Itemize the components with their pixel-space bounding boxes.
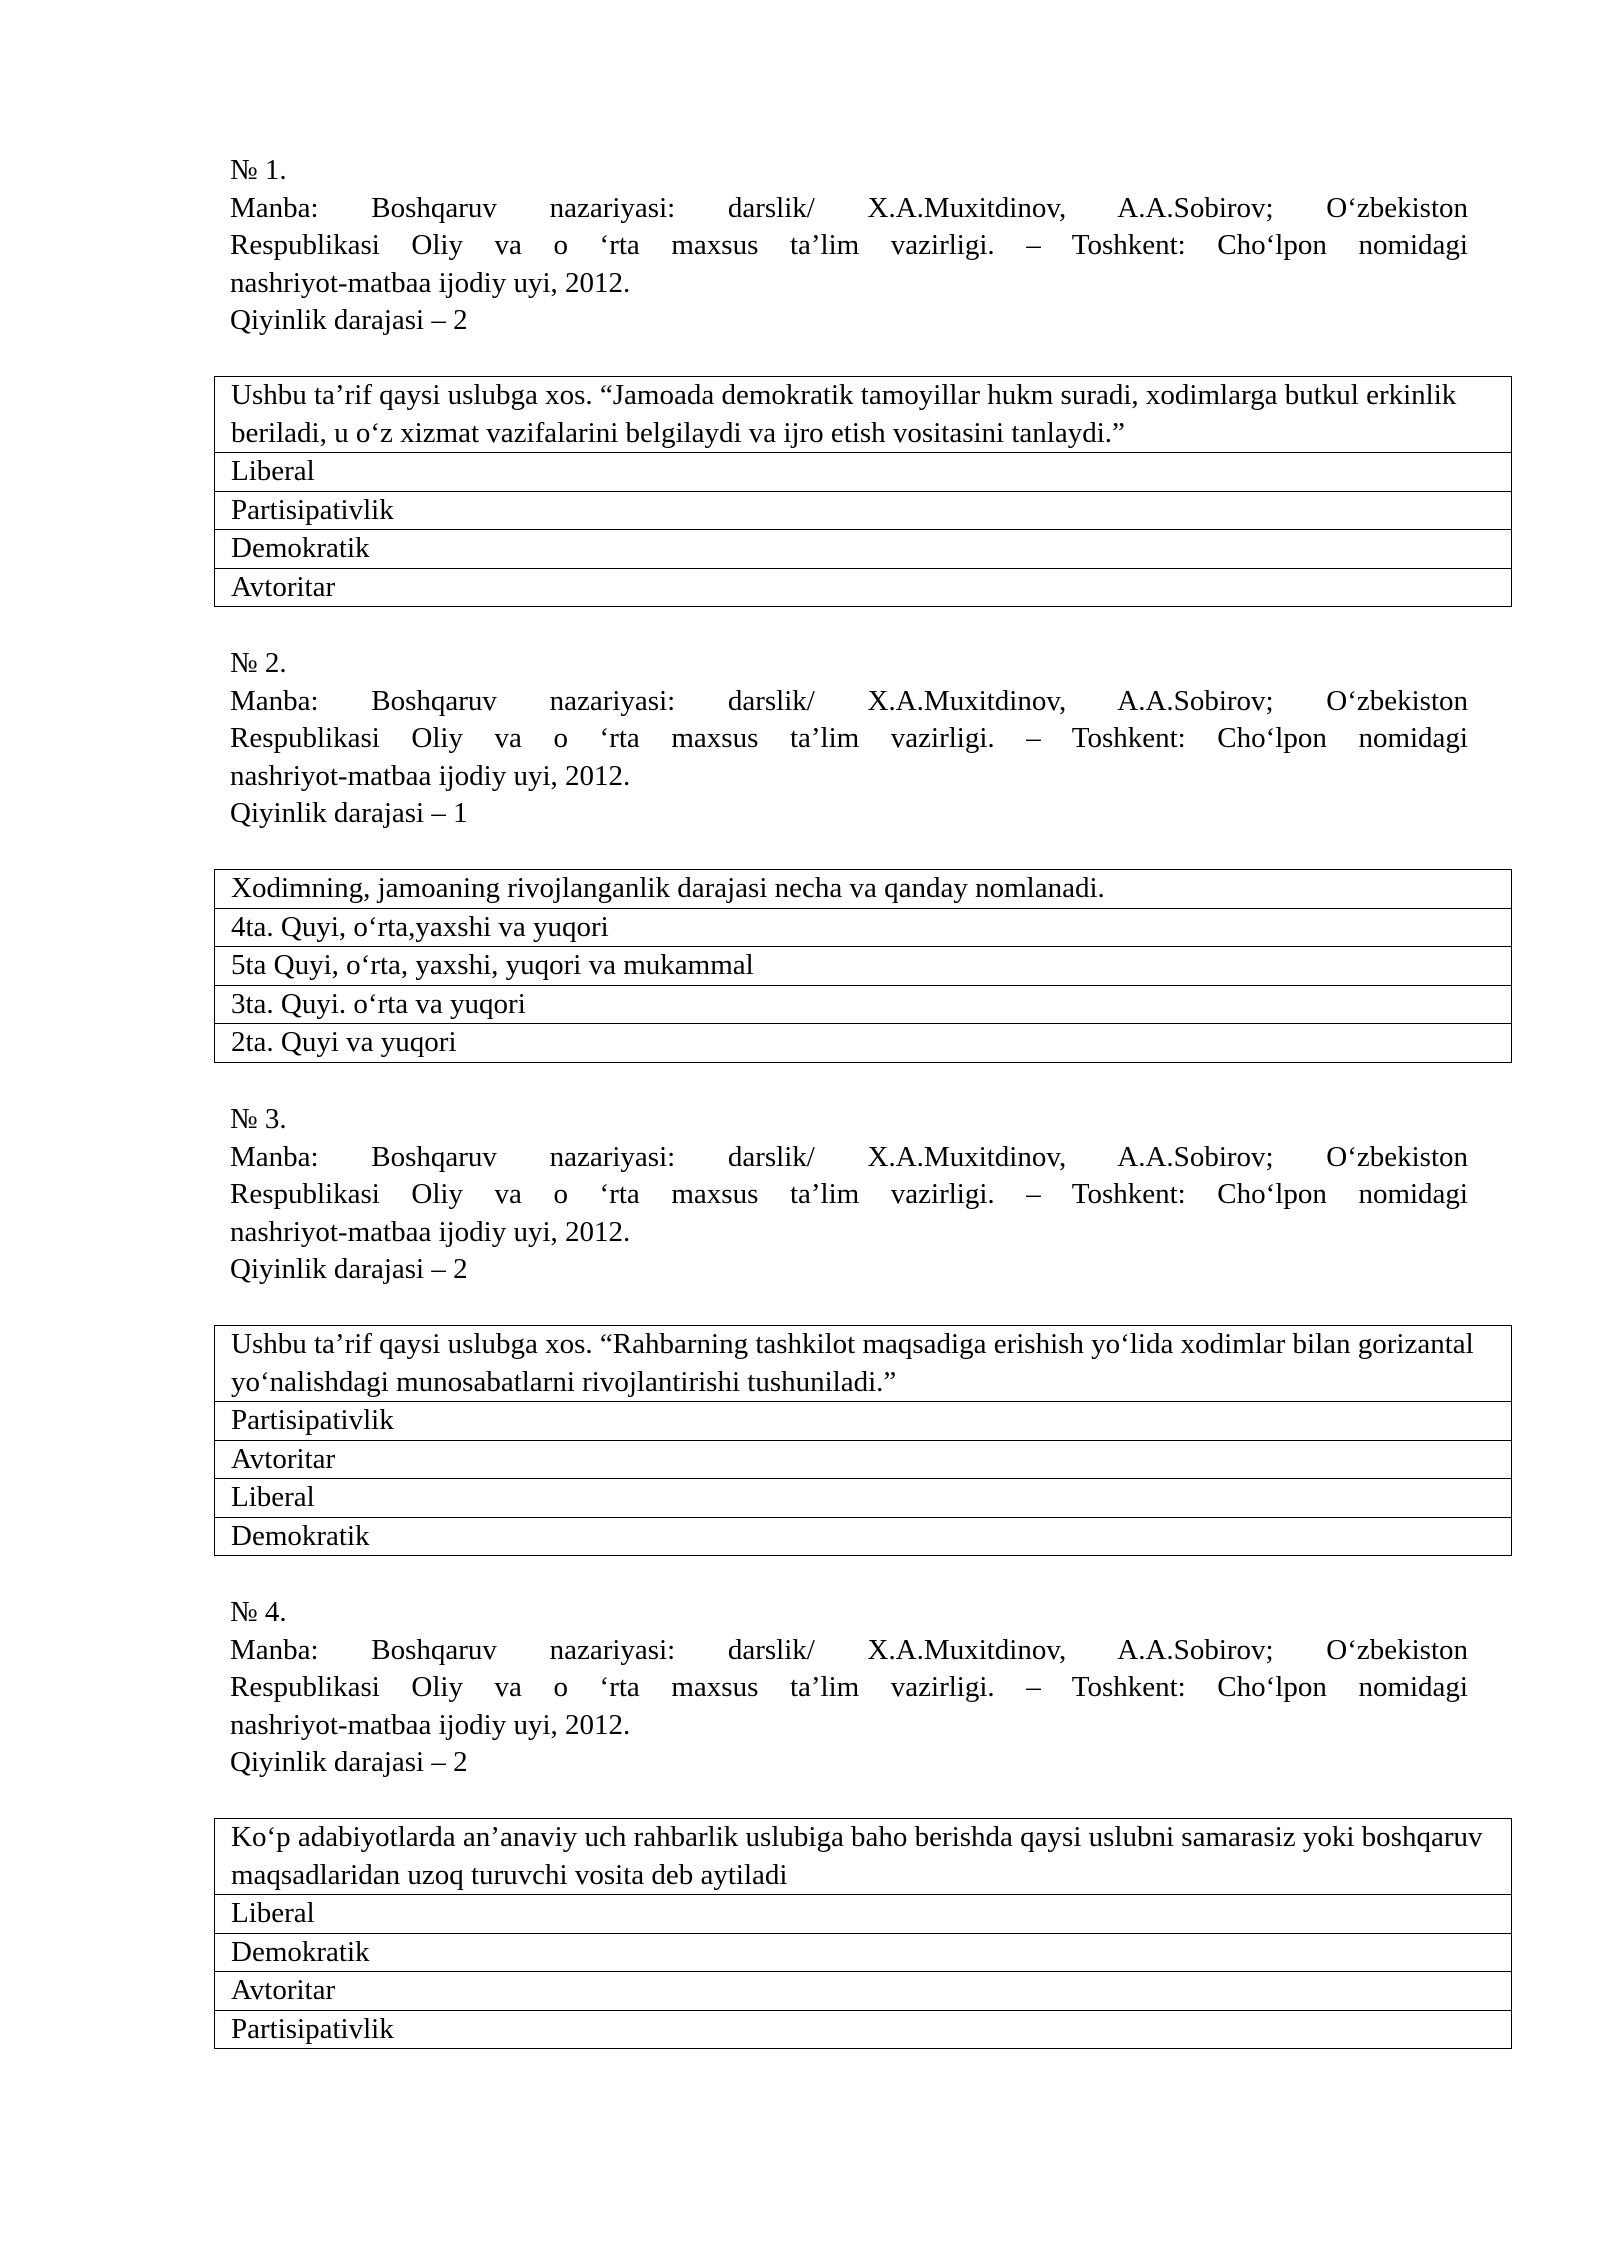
source-line-3: nashriyot-matbaa ijodiy uyi, 2012. <box>230 1215 631 1248</box>
question-text: Ushbu ta’rif qaysi uslubga xos. “Rahbarning tashkilot maqsadiga erishish yo‘lida xodimlar bilan gorizantal yo‘nalishdagi munosabatlarni rivojlantirishi tushuniladi.” <box>215 1326 1512 1402</box>
difficulty-level: Qiyinlik darajasi – 1 <box>230 797 468 829</box>
answer-option: Partisipativlik <box>215 491 1512 530</box>
source-line-3: nashriyot-matbaa ijodiy uyi, 2012. <box>230 1708 631 1741</box>
question-number: № 1. <box>230 154 287 186</box>
source-line-1: Manba: Boshqaruv nazariyasi: darslik/ X.A.Muxitdinov, A.A.Sobirov; O‘zbekiston <box>230 191 1468 224</box>
answer-option: Demokratik <box>215 1517 1512 1556</box>
source-line-1: Manba: Boshqaruv nazariyasi: darslik/ X.A.Muxitdinov, A.A.Sobirov; O‘zbekiston <box>230 1633 1468 1666</box>
answer-option: Demokratik <box>215 1933 1512 1972</box>
answer-option: Liberal <box>215 453 1512 492</box>
source-line-3: nashriyot-matbaa ijodiy uyi, 2012. <box>230 266 631 299</box>
answer-option: 4ta. Quyi, o‘rta,yaxshi va yuqori <box>215 908 1512 947</box>
question-meta <box>230 1101 1468 1289</box>
question-number: № 3. <box>230 1103 287 1135</box>
difficulty-level: Qiyinlik darajasi – 2 <box>230 1746 468 1778</box>
answer-option: Avtoritar <box>215 568 1512 607</box>
question-text: Ko‘p adabiyotlarda an’anaviy uch rahbarlik uslubiga baho berishda qaysi uslubni samarasiz yoki boshqaruv maqsadlaridan uzoq turuvchi vosita deb aytiladi <box>215 1819 1512 1895</box>
answer-option: 3ta. Quyi. o‘rta va yuqori <box>215 985 1512 1024</box>
question-table <box>214 1325 1512 1556</box>
source-line-2: Respublikasi Oliy va o ‘rta maxsus ta’lim vazirligi. – Toshkent: Cho‘lpon nomidagi <box>230 229 1468 261</box>
difficulty-level: Qiyinlik darajasi – 2 <box>230 304 468 336</box>
source-line-1: Manba: Boshqaruv nazariyasi: darslik/ X.A.Muxitdinov, A.A.Sobirov; O‘zbekiston <box>230 1140 1468 1173</box>
question-meta <box>230 152 1468 340</box>
question-table <box>214 376 1512 607</box>
question-meta <box>230 1594 1468 1782</box>
answer-option: Partisipativlik <box>215 1402 1512 1441</box>
question-table <box>214 869 1512 1063</box>
question-meta <box>230 645 1468 833</box>
answer-option: Demokratik <box>215 530 1512 569</box>
source-line-2: Respublikasi Oliy va o ‘rta maxsus ta’lim vazirligi. – Toshkent: Cho‘lpon nomidagi <box>230 722 1468 754</box>
answer-option: 2ta. Quyi va yuqori <box>215 1024 1512 1063</box>
question-table <box>214 1818 1512 2049</box>
answer-option: Liberal <box>215 1895 1512 1934</box>
question-number: № 2. <box>230 647 287 679</box>
answer-option: 5ta Quyi, o‘rta, yaxshi, yuqori va mukammal <box>215 947 1512 986</box>
question-text: Xodimning, jamoaning rivojlanganlik darajasi necha va qanday nomlanadi. <box>215 870 1512 909</box>
answer-option: Avtoritar <box>215 1440 1512 1479</box>
question-number: № 4. <box>230 1596 287 1628</box>
source-line-1: Manba: Boshqaruv nazariyasi: darslik/ X.A.Muxitdinov, A.A.Sobirov; O‘zbekiston <box>230 684 1468 717</box>
source-line-2: Respublikasi Oliy va o ‘rta maxsus ta’lim vazirligi. – Toshkent: Cho‘lpon nomidagi <box>230 1671 1468 1703</box>
answer-option: Partisipativlik <box>215 2010 1512 2049</box>
difficulty-level: Qiyinlik darajasi – 2 <box>230 1253 468 1285</box>
answer-option: Liberal <box>215 1479 1512 1518</box>
source-line-2: Respublikasi Oliy va o ‘rta maxsus ta’lim vazirligi. – Toshkent: Cho‘lpon nomidagi <box>230 1178 1468 1210</box>
question-text: Ushbu ta’rif qaysi uslubga xos. “Jamoada demokratik tamoyillar hukm suradi, xodimlarga butkul erkinlik beriladi, u o‘z xizmat vazifalarini belgilaydi va ijro etish vositasini tanlaydi.” <box>215 377 1512 453</box>
answer-option: Avtoritar <box>215 1972 1512 2011</box>
source-line-3: nashriyot-matbaa ijodiy uyi, 2012. <box>230 759 631 792</box>
